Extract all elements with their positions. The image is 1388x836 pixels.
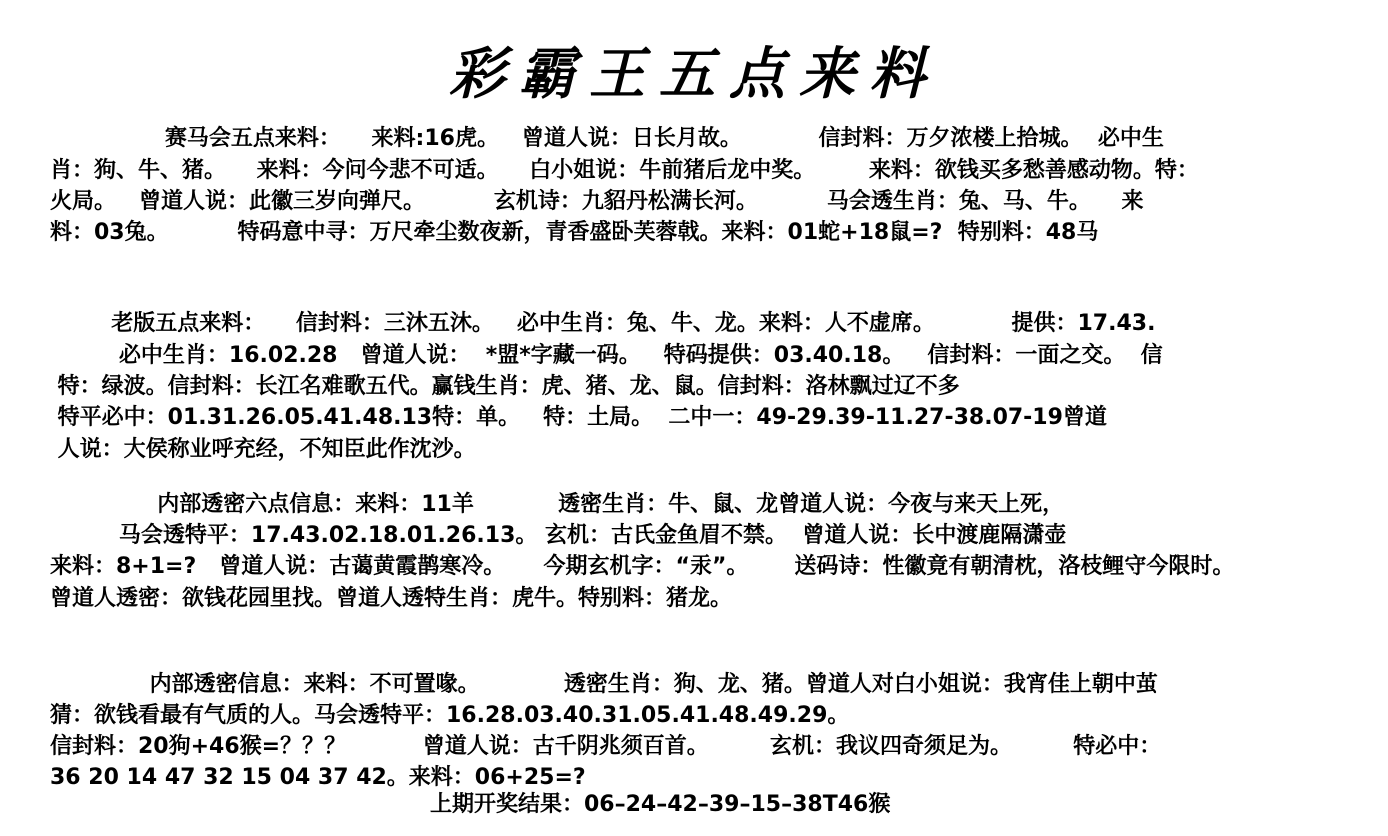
text-line: 马会透特平：17.43.02.18.01.26.13。 玄机：古氏金鱼眉不禁。 曾道人说：长中渡鹿隔潇壶 <box>50 523 1067 548</box>
text-line: 特：绿波。信封料：长江名难歌五代。赢钱生肖：虎、猪、龙、鼠。信封料：洛林飘过辽不多 <box>50 374 960 399</box>
text-line: 内部透密信息：来料：不可置喙。 透密生肖：狗、龙、猪。曾道人对白小姐说：我宵佳上朝中茧 <box>50 672 1158 697</box>
page-title: 彩霸王五点来料 <box>449 41 939 107</box>
text-line: 内部透密六点信息：来料：11羊 透密生肖：牛、鼠、龙曾道人说：今夜与来天上死， <box>50 492 1065 517</box>
text-line: 老版五点来料： 信封料：三沐五沐。 必中生肖：兔、牛、龙。来料：人不虚席。 提供：17.43. <box>50 311 1156 336</box>
text-line: 36 20 14 47 32 15 04 37 42。来料：06+25=? <box>50 765 586 790</box>
text-line: 赛马会五点来料： 来料:16虎。 曾道人说：日长月故。 信封料：万夕浓楼上拾城。 必中生 <box>50 126 1164 151</box>
footer-result: 上期开奖结果：06–24–42–39–15–38T46猴 <box>430 792 891 817</box>
text-line: 特平必中：01.31.26.05.41.48.13特：单。 特：土局。 二中一：49-29.39-11.27-38.07-19曾道 <box>50 405 1107 430</box>
text-line: 信封料：20狗+46猴=？？？ 曾道人说：古千阴兆须百首。 玄机：我议四奇须足为。 特必中： <box>50 734 1162 759</box>
text-line: 猜：欲钱看最有气质的人。马会透特平：16.28.03.40.31.05.41.48.49.29。 <box>50 703 850 728</box>
text-line: 火局。 曾道人说：此徽三岁向弹尺。 玄机诗：九貂丹松满长河。 马会透生肖：兔、马、牛。 来 <box>50 189 1144 214</box>
text-line: 肖：狗、牛、猪。 来料：今问今悲不可适。 白小姐说：牛前猪后龙中奖。 来料：欲钱买多愁善感动物。特： <box>50 158 1199 183</box>
text-line: 料：03兔。 特码意中寻：万尺牵尘数夜新，青香盛卧芙蓉戟。来料：01蛇+18鼠=? 特别料：48马 <box>50 220 1099 245</box>
text-line: 曾道人透密：欲钱花园里找。曾道人透特生肖：虎牛。特别料：猪龙。 <box>50 586 733 611</box>
text-line: 必中生肖：16.02.28 曾道人说： *盟*字藏一码。 特码提供：03.40.18。 信封料：一面之交。 信 <box>50 343 1163 368</box>
text-line: 人说：大侯称业呼充经，不知臣此作沈沙。 <box>50 437 476 462</box>
text-line: 来料：8+1=? 曾道人说：古蔼黄霞鹊寒冷。 今期玄机字：“汞”。 送码诗：性徽竟有朝清枕，洛枝鲤守今限时。 <box>50 554 1235 579</box>
